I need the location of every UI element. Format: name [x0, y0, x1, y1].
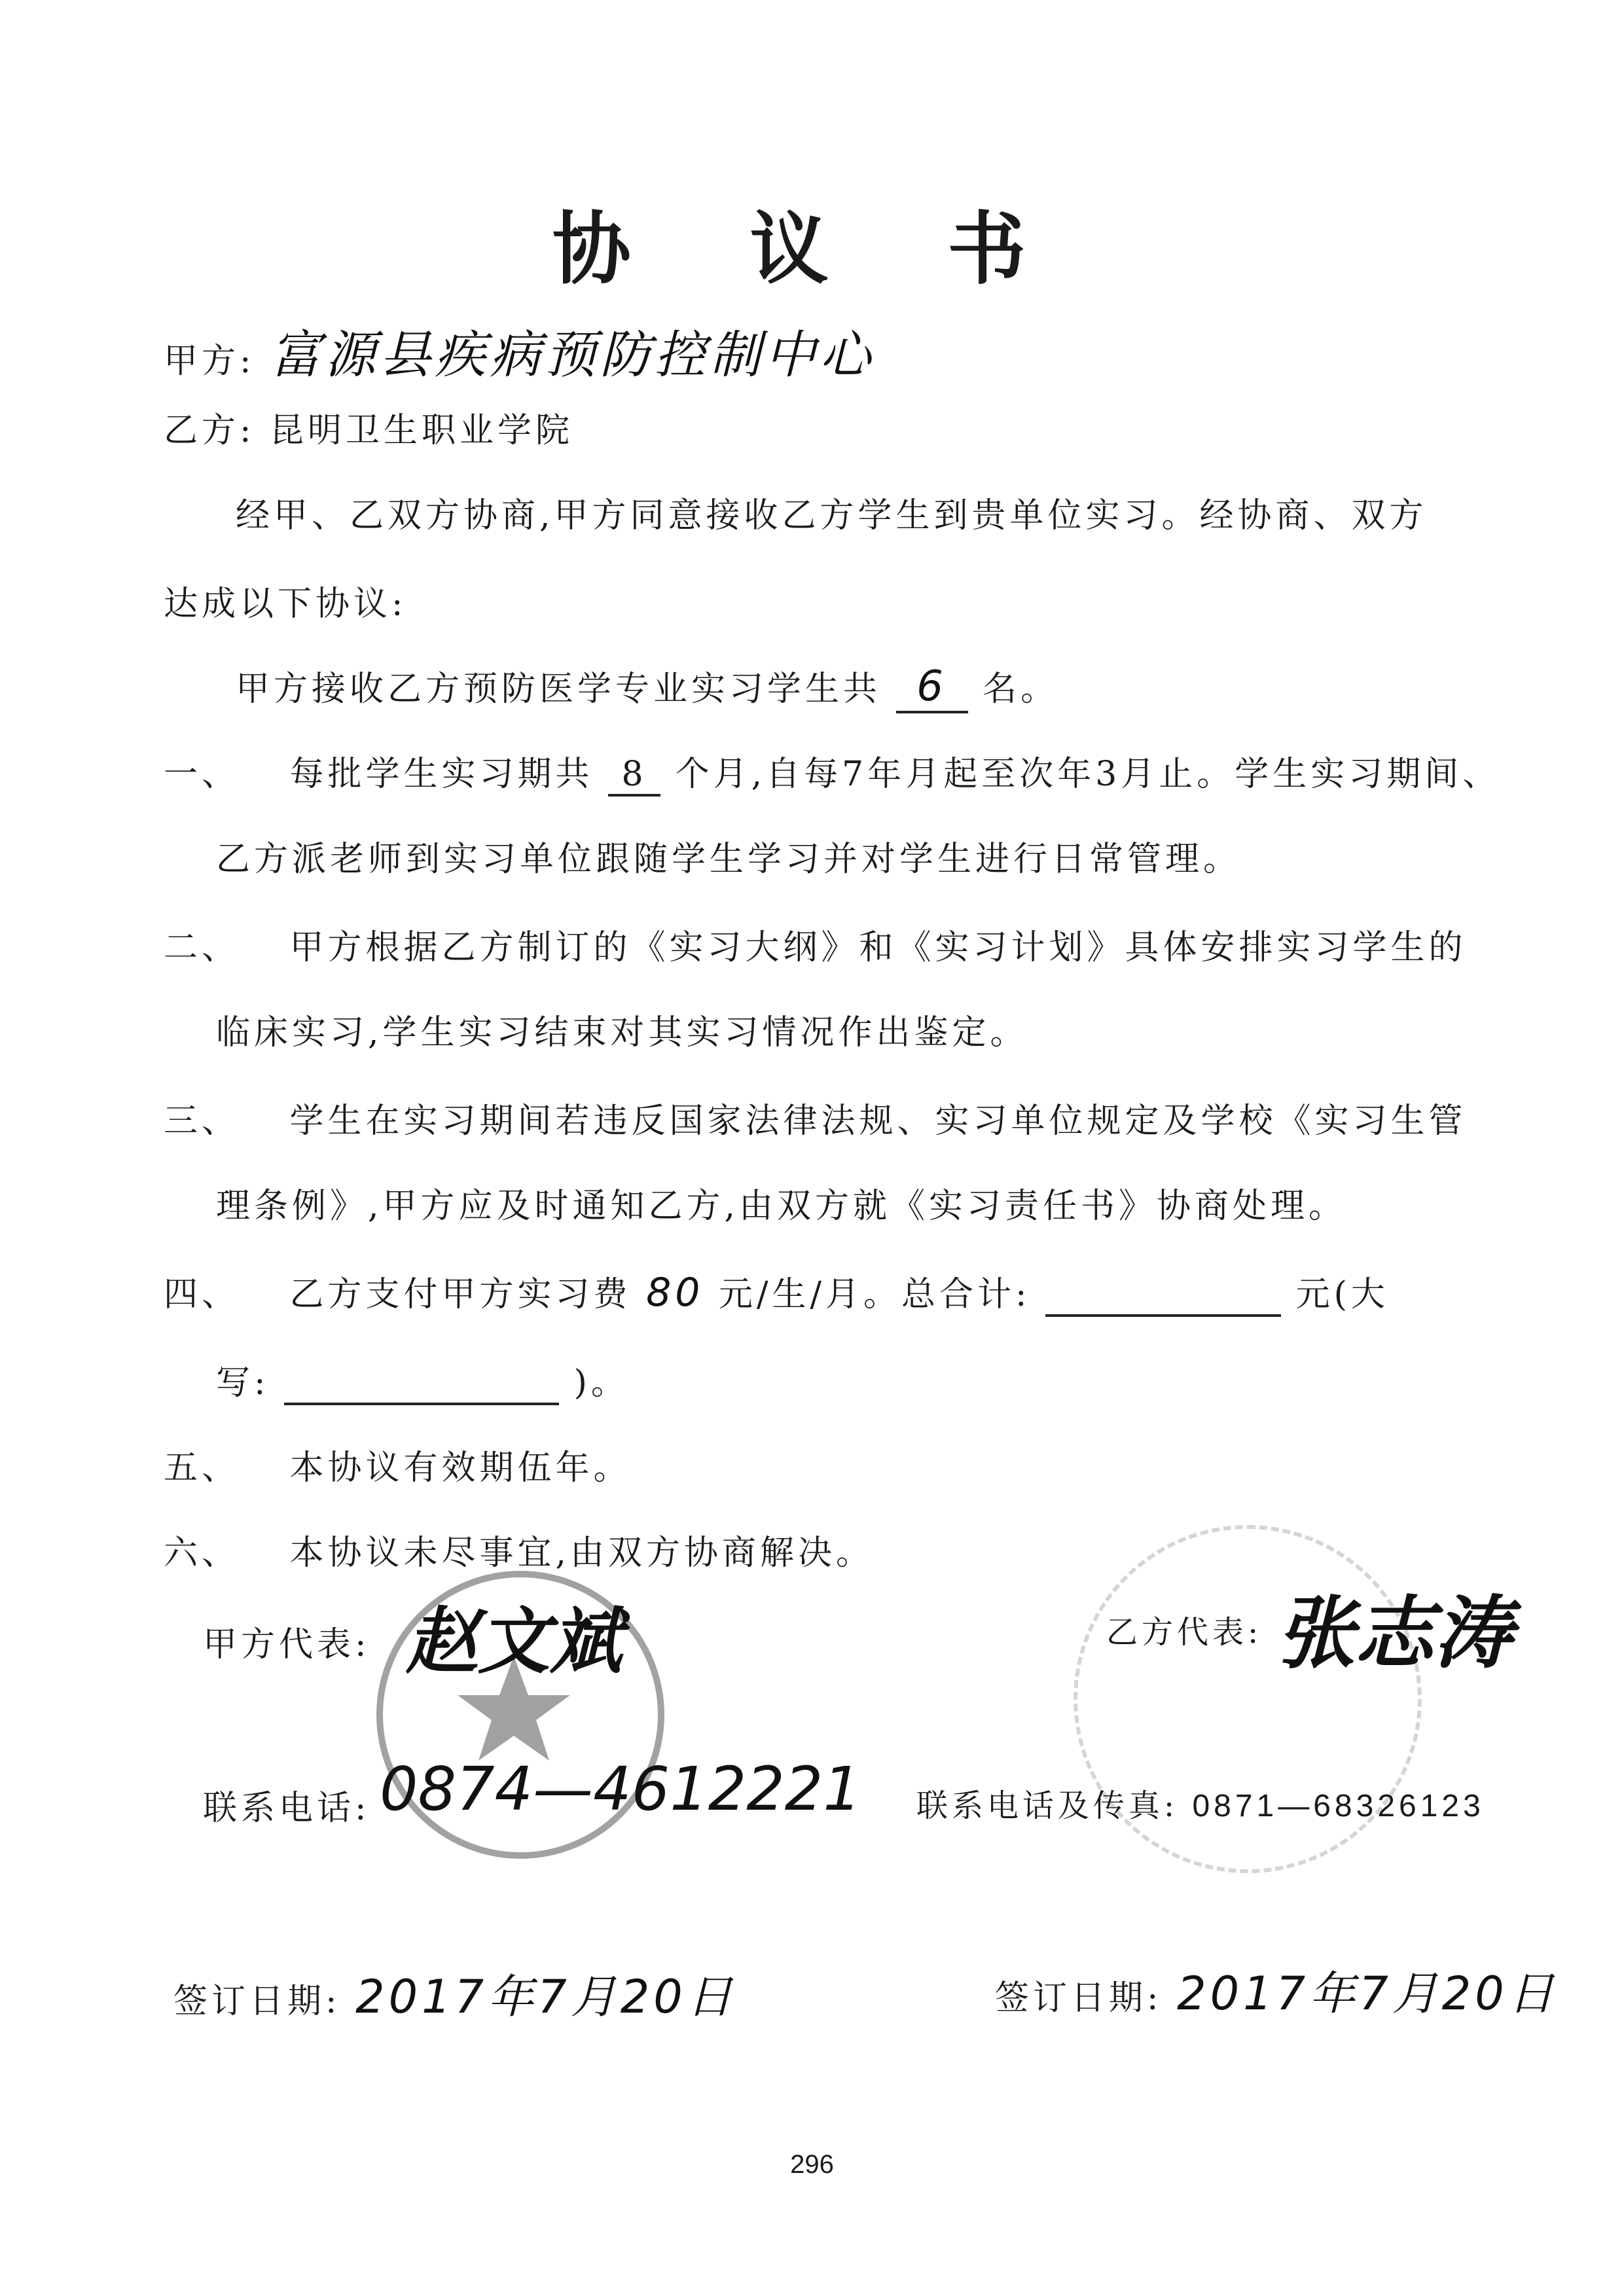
item-4-uppercase-blank [284, 1363, 559, 1405]
phone-b-label: 联系电话及传真: [916, 1787, 1179, 1824]
item-2-text: 甲方根据乙方制订的《实习大纲》和《实习计划》具体安排实习学生的 [289, 928, 1467, 967]
item-4-line-1 [164, 1266, 1389, 1317]
party-a-name: 富源县疾病预防控制中心 [270, 326, 875, 385]
document-title: 协 议 书 [552, 203, 1072, 295]
phone-a-label: 联系电话: [203, 1789, 370, 1828]
date-a-line [173, 1960, 736, 2026]
intro-line-1: 经甲、乙双方协商,甲方同意接收乙方学生到贵单位实习。经协商、双方 [236, 496, 1428, 535]
party-a-line [164, 314, 875, 387]
rep-b-label: 乙方代表: [1106, 1614, 1263, 1651]
item-4-number: 四、 [164, 1275, 240, 1314]
item-1-line-1 [164, 746, 1500, 797]
item-6-number: 六、 [164, 1534, 240, 1573]
date-b-label: 签订日期: [995, 1979, 1163, 2018]
item-1-months: 8 [608, 755, 660, 797]
item-4-line2-post: )。 [573, 1363, 629, 1403]
item-4-line-2 [216, 1355, 629, 1405]
item-3-number: 三、 [164, 1102, 240, 1141]
item-5-number: 五、 [164, 1448, 240, 1488]
item-2-line-2: 临床实习,学生实习结束对其实习情况作出鉴定。 [216, 1013, 1028, 1052]
accept-count: 6 [896, 662, 968, 713]
rep-b-signature: 张志涛 [1276, 1588, 1512, 1679]
item-5-text: 本协议有效期伍年。 [289, 1448, 632, 1488]
item-6-text: 本协议未尽事宜,由双方协商解决。 [289, 1534, 875, 1573]
date-b-line [995, 1957, 1558, 2023]
item-3-line-1 [164, 1093, 1467, 1142]
item-4-mid: 元/生/月。总合计: [718, 1275, 1031, 1314]
date-a-label: 签订日期: [173, 1982, 341, 2021]
item-1-post: 个月,自每7年月起至次年3月止。学生实习期间、 [675, 755, 1501, 794]
item-6-line [164, 1525, 874, 1574]
page-number: 296 [790, 2150, 834, 2179]
phone-b-value: 0871—68326123 [1192, 1789, 1485, 1823]
date-a-value: 2017年7月20日 [355, 1970, 736, 2024]
phone-a-value: 0874—4612221 [380, 1754, 861, 1824]
item-4-pre: 乙方支付甲方实习费 [289, 1275, 632, 1314]
party-a-label: 甲方: [164, 342, 255, 381]
item-3-text: 学生在实习期间若违反国家法律法规、实习单位规定及学校《实习生管 [289, 1102, 1467, 1141]
item-2-number: 二、 [164, 928, 240, 967]
party-b-line: 乙方: 昆明卫生职业学院 [164, 411, 574, 450]
accept-line [236, 661, 1058, 713]
item-4-line2-pre: 写: [216, 1363, 270, 1403]
date-b-value: 2017年7月20日 [1177, 1967, 1558, 2020]
phone-b-line [916, 1780, 1485, 1825]
item-4-fee: 80 [646, 1270, 704, 1316]
item-5-line [164, 1440, 632, 1489]
item-1-number: 一、 [164, 755, 240, 794]
item-2-line-1 [164, 920, 1467, 969]
accept-pre: 甲方接收乙方预防医学专业实习学生共 [236, 670, 882, 709]
item-3-line-2: 理条例》,甲方应及时通知乙方,由双方就《实习责任书》协商处理。 [216, 1187, 1347, 1226]
item-4-post: 元(大 [1295, 1275, 1389, 1314]
rep-a-label: 甲方代表: [203, 1625, 370, 1664]
intro-line-2: 达成以下协议: [164, 584, 407, 624]
accept-post: 名。 [983, 670, 1059, 709]
rep-a-signature: 赵文斌 [406, 1600, 622, 1683]
item-4-total-blank [1045, 1275, 1281, 1317]
item-1-pre: 每批学生实习期共 [289, 755, 594, 794]
item-1-line-2: 乙方派老师到实习单位跟随学生学习并对学生进行日常管理。 [216, 840, 1242, 879]
